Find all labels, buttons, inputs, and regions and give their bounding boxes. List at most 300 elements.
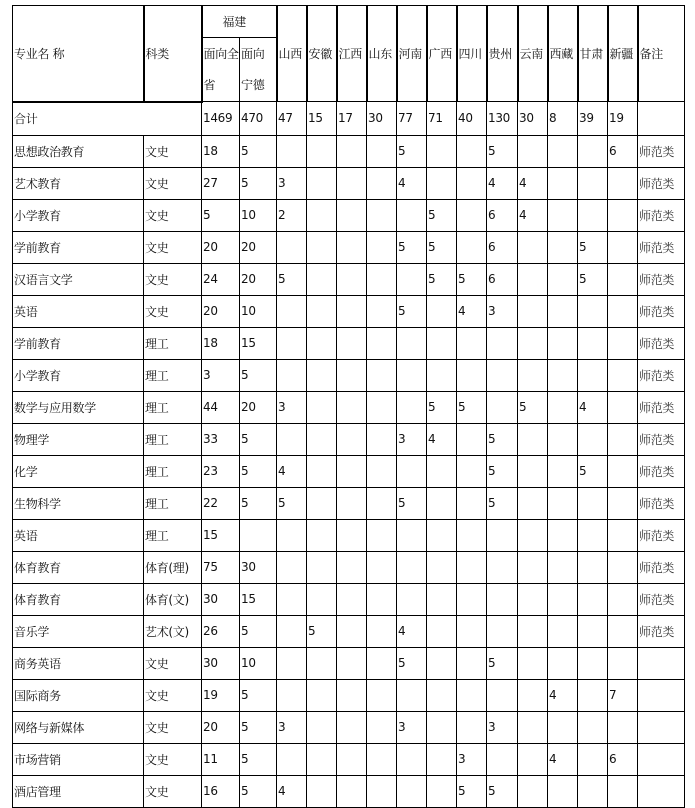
quota-cell (548, 231, 578, 263)
quota-cell: 5 (240, 423, 277, 455)
quota-cell (277, 551, 307, 583)
category-cell: 艺术(文) (144, 615, 202, 647)
quota-cell (548, 519, 578, 551)
quota-cell (487, 551, 518, 583)
total-cell: 47 (277, 102, 307, 136)
quota-cell (518, 519, 548, 551)
quota-cell (367, 519, 397, 551)
note-cell: 师范类 (638, 615, 685, 647)
major-cell: 商务英语 (13, 647, 144, 679)
quota-cell: 3 (277, 167, 307, 199)
total-cell: 15 (307, 102, 337, 136)
quota-cell (307, 551, 337, 583)
quota-cell (457, 455, 487, 487)
category-cell: 文史 (144, 775, 202, 807)
quota-cell (307, 263, 337, 295)
category-cell: 体育(文) (144, 583, 202, 615)
quota-cell: 5 (487, 135, 518, 167)
total-label: 合计 (13, 102, 202, 136)
quota-cell: 5 (397, 231, 427, 263)
quota-cell (578, 199, 608, 231)
total-cell: 8 (548, 102, 578, 136)
quota-cell: 5 (487, 487, 518, 519)
quota-cell (578, 743, 608, 775)
quota-cell (548, 487, 578, 519)
major-cell: 数学与应用数学 (13, 391, 144, 423)
quota-cell: 5 (427, 263, 457, 295)
quota-cell: 5 (240, 615, 277, 647)
quota-cell (337, 679, 367, 711)
quota-cell (608, 711, 638, 743)
quota-cell: 5 (487, 775, 518, 807)
quota-cell (367, 167, 397, 199)
quota-cell: 44 (202, 391, 240, 423)
header-note: 备注 (638, 6, 685, 102)
quota-cell (397, 551, 427, 583)
quota-cell: 15 (202, 519, 240, 551)
quota-cell (548, 263, 578, 295)
quota-cell: 27 (202, 167, 240, 199)
quota-cell (457, 583, 487, 615)
category-cell: 理工 (144, 519, 202, 551)
quota-cell (427, 167, 457, 199)
quota-cell: 4 (397, 167, 427, 199)
quota-cell (367, 199, 397, 231)
header-province: 江西 (337, 6, 367, 102)
quota-cell: 4 (518, 167, 548, 199)
table-row (13, 199, 685, 231)
header-province: 西藏 (548, 6, 578, 102)
quota-cell (337, 583, 367, 615)
total-cell: 30 (367, 102, 397, 136)
quota-cell (337, 231, 367, 263)
quota-cell (337, 359, 367, 391)
total-cell: 19 (608, 102, 638, 136)
quota-cell (367, 615, 397, 647)
quota-cell (548, 647, 578, 679)
quota-cell: 5 (397, 487, 427, 519)
quota-cell (608, 359, 638, 391)
quota-cell: 3 (277, 711, 307, 743)
quota-cell (427, 679, 457, 711)
quota-cell: 5 (277, 487, 307, 519)
quota-cell (397, 327, 427, 359)
quota-cell: 23 (202, 455, 240, 487)
quota-cell (457, 167, 487, 199)
quota-cell: 4 (548, 679, 578, 711)
major-cell: 音乐学 (13, 615, 144, 647)
quota-cell: 5 (240, 743, 277, 775)
quota-cell (367, 583, 397, 615)
quota-cell (367, 743, 397, 775)
quota-cell (487, 679, 518, 711)
quota-cell (277, 231, 307, 263)
quota-cell: 5 (240, 775, 277, 807)
header-province: 云南 (518, 6, 548, 102)
quota-cell: 5 (518, 391, 548, 423)
quota-cell: 30 (240, 551, 277, 583)
quota-cell: 5 (202, 199, 240, 231)
quota-cell: 4 (518, 199, 548, 231)
category-cell: 文史 (144, 295, 202, 327)
quota-cell (608, 583, 638, 615)
major-cell: 学前教育 (13, 231, 144, 263)
quota-cell (427, 711, 457, 743)
quota-cell (427, 743, 457, 775)
quota-cell (608, 231, 638, 263)
quota-cell (240, 519, 277, 551)
category-cell: 理工 (144, 391, 202, 423)
quota-cell (518, 487, 548, 519)
note-cell: 师范类 (638, 455, 685, 487)
quota-cell: 15 (240, 583, 277, 615)
quota-cell (307, 199, 337, 231)
major-cell: 化学 (13, 455, 144, 487)
quota-cell (578, 423, 608, 455)
quota-cell (457, 423, 487, 455)
header-province: 广西 (427, 6, 457, 102)
quota-cell: 5 (240, 359, 277, 391)
quota-cell: 4 (548, 743, 578, 775)
quota-cell (277, 295, 307, 327)
quota-cell (427, 551, 457, 583)
note-cell: 师范类 (638, 583, 685, 615)
quota-cell: 10 (240, 199, 277, 231)
quota-cell (427, 327, 457, 359)
quota-cell (548, 327, 578, 359)
quota-cell (578, 615, 608, 647)
quota-cell (307, 743, 337, 775)
quota-cell (367, 647, 397, 679)
major-cell: 英语 (13, 519, 144, 551)
quota-cell (337, 199, 367, 231)
quota-cell (367, 423, 397, 455)
quota-cell (608, 199, 638, 231)
quota-cell (307, 423, 337, 455)
quota-cell: 10 (240, 295, 277, 327)
quota-cell (608, 167, 638, 199)
note-cell: 师范类 (638, 199, 685, 231)
major-cell: 生物科学 (13, 487, 144, 519)
quota-cell: 5 (240, 487, 277, 519)
total-cell: 30 (518, 102, 548, 136)
quota-cell (277, 647, 307, 679)
table-row (13, 487, 685, 519)
header-province: 山东 (367, 6, 397, 102)
quota-cell: 5 (397, 647, 427, 679)
category-cell: 文史 (144, 711, 202, 743)
quota-cell (548, 199, 578, 231)
quota-cell (487, 327, 518, 359)
category-cell: 文史 (144, 231, 202, 263)
quota-cell: 20 (240, 231, 277, 263)
quota-cell (487, 615, 518, 647)
quota-cell (487, 519, 518, 551)
quota-cell (548, 711, 578, 743)
quota-cell (518, 711, 548, 743)
quota-cell: 5 (578, 231, 608, 263)
quota-cell (548, 423, 578, 455)
quota-cell (518, 423, 548, 455)
quota-cell: 4 (487, 167, 518, 199)
quota-cell (277, 615, 307, 647)
quota-cell: 20 (240, 391, 277, 423)
quota-cell (427, 359, 457, 391)
quota-cell (307, 359, 337, 391)
quota-cell (427, 583, 457, 615)
total-cell: 71 (427, 102, 457, 136)
quota-cell (277, 327, 307, 359)
quota-cell (277, 743, 307, 775)
category-cell: 理工 (144, 423, 202, 455)
note-cell: 师范类 (638, 519, 685, 551)
table-row (13, 167, 685, 199)
note-cell (638, 775, 685, 807)
note-cell: 师范类 (638, 135, 685, 167)
quota-cell (397, 519, 427, 551)
quota-cell (578, 711, 608, 743)
quota-cell: 6 (487, 263, 518, 295)
quota-cell (457, 487, 487, 519)
quota-cell (518, 327, 548, 359)
note-cell: 师范类 (638, 231, 685, 263)
quota-cell: 3 (487, 295, 518, 327)
table-row (13, 679, 685, 711)
quota-cell: 5 (240, 167, 277, 199)
table-row (13, 263, 685, 295)
quota-cell (518, 583, 548, 615)
quota-cell (427, 775, 457, 807)
quota-cell: 3 (397, 423, 427, 455)
quota-cell (518, 775, 548, 807)
quota-cell: 6 (608, 135, 638, 167)
quota-cell: 24 (202, 263, 240, 295)
quota-cell (518, 263, 548, 295)
table-row (13, 327, 685, 359)
quota-cell: 20 (202, 295, 240, 327)
category-cell: 文史 (144, 167, 202, 199)
category-cell: 文史 (144, 743, 202, 775)
quota-cell (578, 775, 608, 807)
quota-cell (487, 583, 518, 615)
header-fujian-sub: 面向全省 (202, 38, 240, 102)
total-cell: 39 (578, 102, 608, 136)
quota-cell (578, 295, 608, 327)
quota-cell (548, 615, 578, 647)
quota-cell (337, 615, 367, 647)
quota-cell: 5 (578, 263, 608, 295)
quota-cell (548, 359, 578, 391)
quota-cell (457, 551, 487, 583)
total-cell: 17 (337, 102, 367, 136)
major-cell: 学前教育 (13, 327, 144, 359)
quota-cell (457, 711, 487, 743)
quota-cell (608, 295, 638, 327)
category-cell: 文史 (144, 679, 202, 711)
quota-cell (307, 711, 337, 743)
category-cell: 理工 (144, 455, 202, 487)
quota-cell (307, 583, 337, 615)
table-row (13, 583, 685, 615)
table-row (13, 423, 685, 455)
quota-cell (427, 519, 457, 551)
quota-cell (548, 391, 578, 423)
quota-cell (578, 551, 608, 583)
quota-cell: 16 (202, 775, 240, 807)
quota-cell: 20 (202, 231, 240, 263)
quota-cell (337, 455, 367, 487)
total-cell: 470 (240, 102, 277, 136)
header-major: 专业名 称 (13, 6, 144, 102)
quota-cell: 26 (202, 615, 240, 647)
quota-cell (457, 327, 487, 359)
note-cell (638, 711, 685, 743)
enrollment-plan-table (12, 5, 685, 808)
major-cell: 网络与新媒体 (13, 711, 144, 743)
quota-cell (337, 551, 367, 583)
total-note-cell (638, 102, 685, 136)
quota-cell: 4 (427, 423, 457, 455)
quota-cell: 3 (487, 711, 518, 743)
quota-cell (578, 583, 608, 615)
quota-cell (427, 615, 457, 647)
table-row (13, 743, 685, 775)
quota-cell: 15 (240, 327, 277, 359)
quota-cell (367, 711, 397, 743)
quota-cell (457, 135, 487, 167)
quota-cell: 4 (397, 615, 427, 647)
quota-cell (397, 199, 427, 231)
quota-cell (548, 135, 578, 167)
quota-cell (608, 263, 638, 295)
quota-cell: 4 (457, 295, 487, 327)
major-cell: 英语 (13, 295, 144, 327)
quota-cell: 75 (202, 551, 240, 583)
quota-cell (277, 423, 307, 455)
quota-cell: 18 (202, 327, 240, 359)
table-row (13, 295, 685, 327)
quota-cell: 19 (202, 679, 240, 711)
quota-cell: 6 (487, 199, 518, 231)
quota-cell (367, 263, 397, 295)
major-cell: 小学教育 (13, 199, 144, 231)
quota-cell: 5 (578, 455, 608, 487)
quota-cell (487, 743, 518, 775)
quota-cell: 20 (202, 711, 240, 743)
quota-cell (367, 455, 397, 487)
note-cell: 师范类 (638, 295, 685, 327)
quota-cell (337, 327, 367, 359)
quota-cell: 33 (202, 423, 240, 455)
quota-cell (307, 455, 337, 487)
table-row (13, 519, 685, 551)
quota-cell (367, 391, 397, 423)
quota-cell (518, 135, 548, 167)
note-cell (638, 647, 685, 679)
quota-cell (337, 167, 367, 199)
quota-cell (457, 231, 487, 263)
quota-cell (578, 135, 608, 167)
header-province: 河南 (397, 6, 427, 102)
major-cell: 艺术教育 (13, 167, 144, 199)
quota-cell (608, 487, 638, 519)
quota-cell: 5 (427, 391, 457, 423)
quota-cell: 5 (240, 711, 277, 743)
category-cell: 体育(理) (144, 551, 202, 583)
quota-cell (397, 743, 427, 775)
quota-cell (518, 551, 548, 583)
total-cell: 130 (487, 102, 518, 136)
quota-cell: 3 (202, 359, 240, 391)
quota-cell (337, 423, 367, 455)
quota-cell (518, 231, 548, 263)
table-row (13, 711, 685, 743)
header-row (13, 6, 685, 38)
quota-cell: 11 (202, 743, 240, 775)
quota-cell (307, 679, 337, 711)
total-cell: 77 (397, 102, 427, 136)
note-cell: 师范类 (638, 327, 685, 359)
total-cell: 40 (457, 102, 487, 136)
quota-cell (427, 455, 457, 487)
quota-cell (427, 295, 457, 327)
major-cell: 酒店管理 (13, 775, 144, 807)
quota-cell: 3 (277, 391, 307, 423)
header-province: 安徽 (307, 6, 337, 102)
quota-cell (457, 199, 487, 231)
quota-cell: 5 (457, 391, 487, 423)
header-province: 甘肃 (578, 6, 608, 102)
category-cell: 文史 (144, 647, 202, 679)
major-cell: 国际商务 (13, 679, 144, 711)
quota-cell (367, 359, 397, 391)
note-cell: 师范类 (638, 487, 685, 519)
quota-cell (578, 327, 608, 359)
note-cell: 师范类 (638, 423, 685, 455)
table-row (13, 775, 685, 807)
quota-cell (608, 551, 638, 583)
quota-cell: 5 (487, 647, 518, 679)
quota-cell: 3 (397, 711, 427, 743)
quota-cell: 5 (240, 135, 277, 167)
category-cell: 文史 (144, 135, 202, 167)
quota-cell (427, 135, 457, 167)
quota-cell: 18 (202, 135, 240, 167)
quota-cell (608, 775, 638, 807)
quota-cell: 5 (397, 295, 427, 327)
quota-cell (518, 295, 548, 327)
major-cell: 思想政治教育 (13, 135, 144, 167)
quota-cell: 22 (202, 487, 240, 519)
total-cell: 1469 (202, 102, 240, 136)
quota-cell (307, 135, 337, 167)
category-cell: 理工 (144, 327, 202, 359)
quota-cell: 5 (277, 263, 307, 295)
quota-cell (578, 167, 608, 199)
header-category: 科类 (144, 6, 202, 102)
quota-cell (337, 263, 367, 295)
quota-cell (367, 295, 397, 327)
quota-cell: 5 (427, 199, 457, 231)
quota-cell (367, 551, 397, 583)
quota-cell: 5 (240, 679, 277, 711)
quota-cell (457, 519, 487, 551)
quota-cell (397, 775, 427, 807)
quota-cell (608, 615, 638, 647)
header-fujian-sub: 面向宁德 (240, 38, 277, 102)
table-row (13, 551, 685, 583)
quota-cell (487, 391, 518, 423)
